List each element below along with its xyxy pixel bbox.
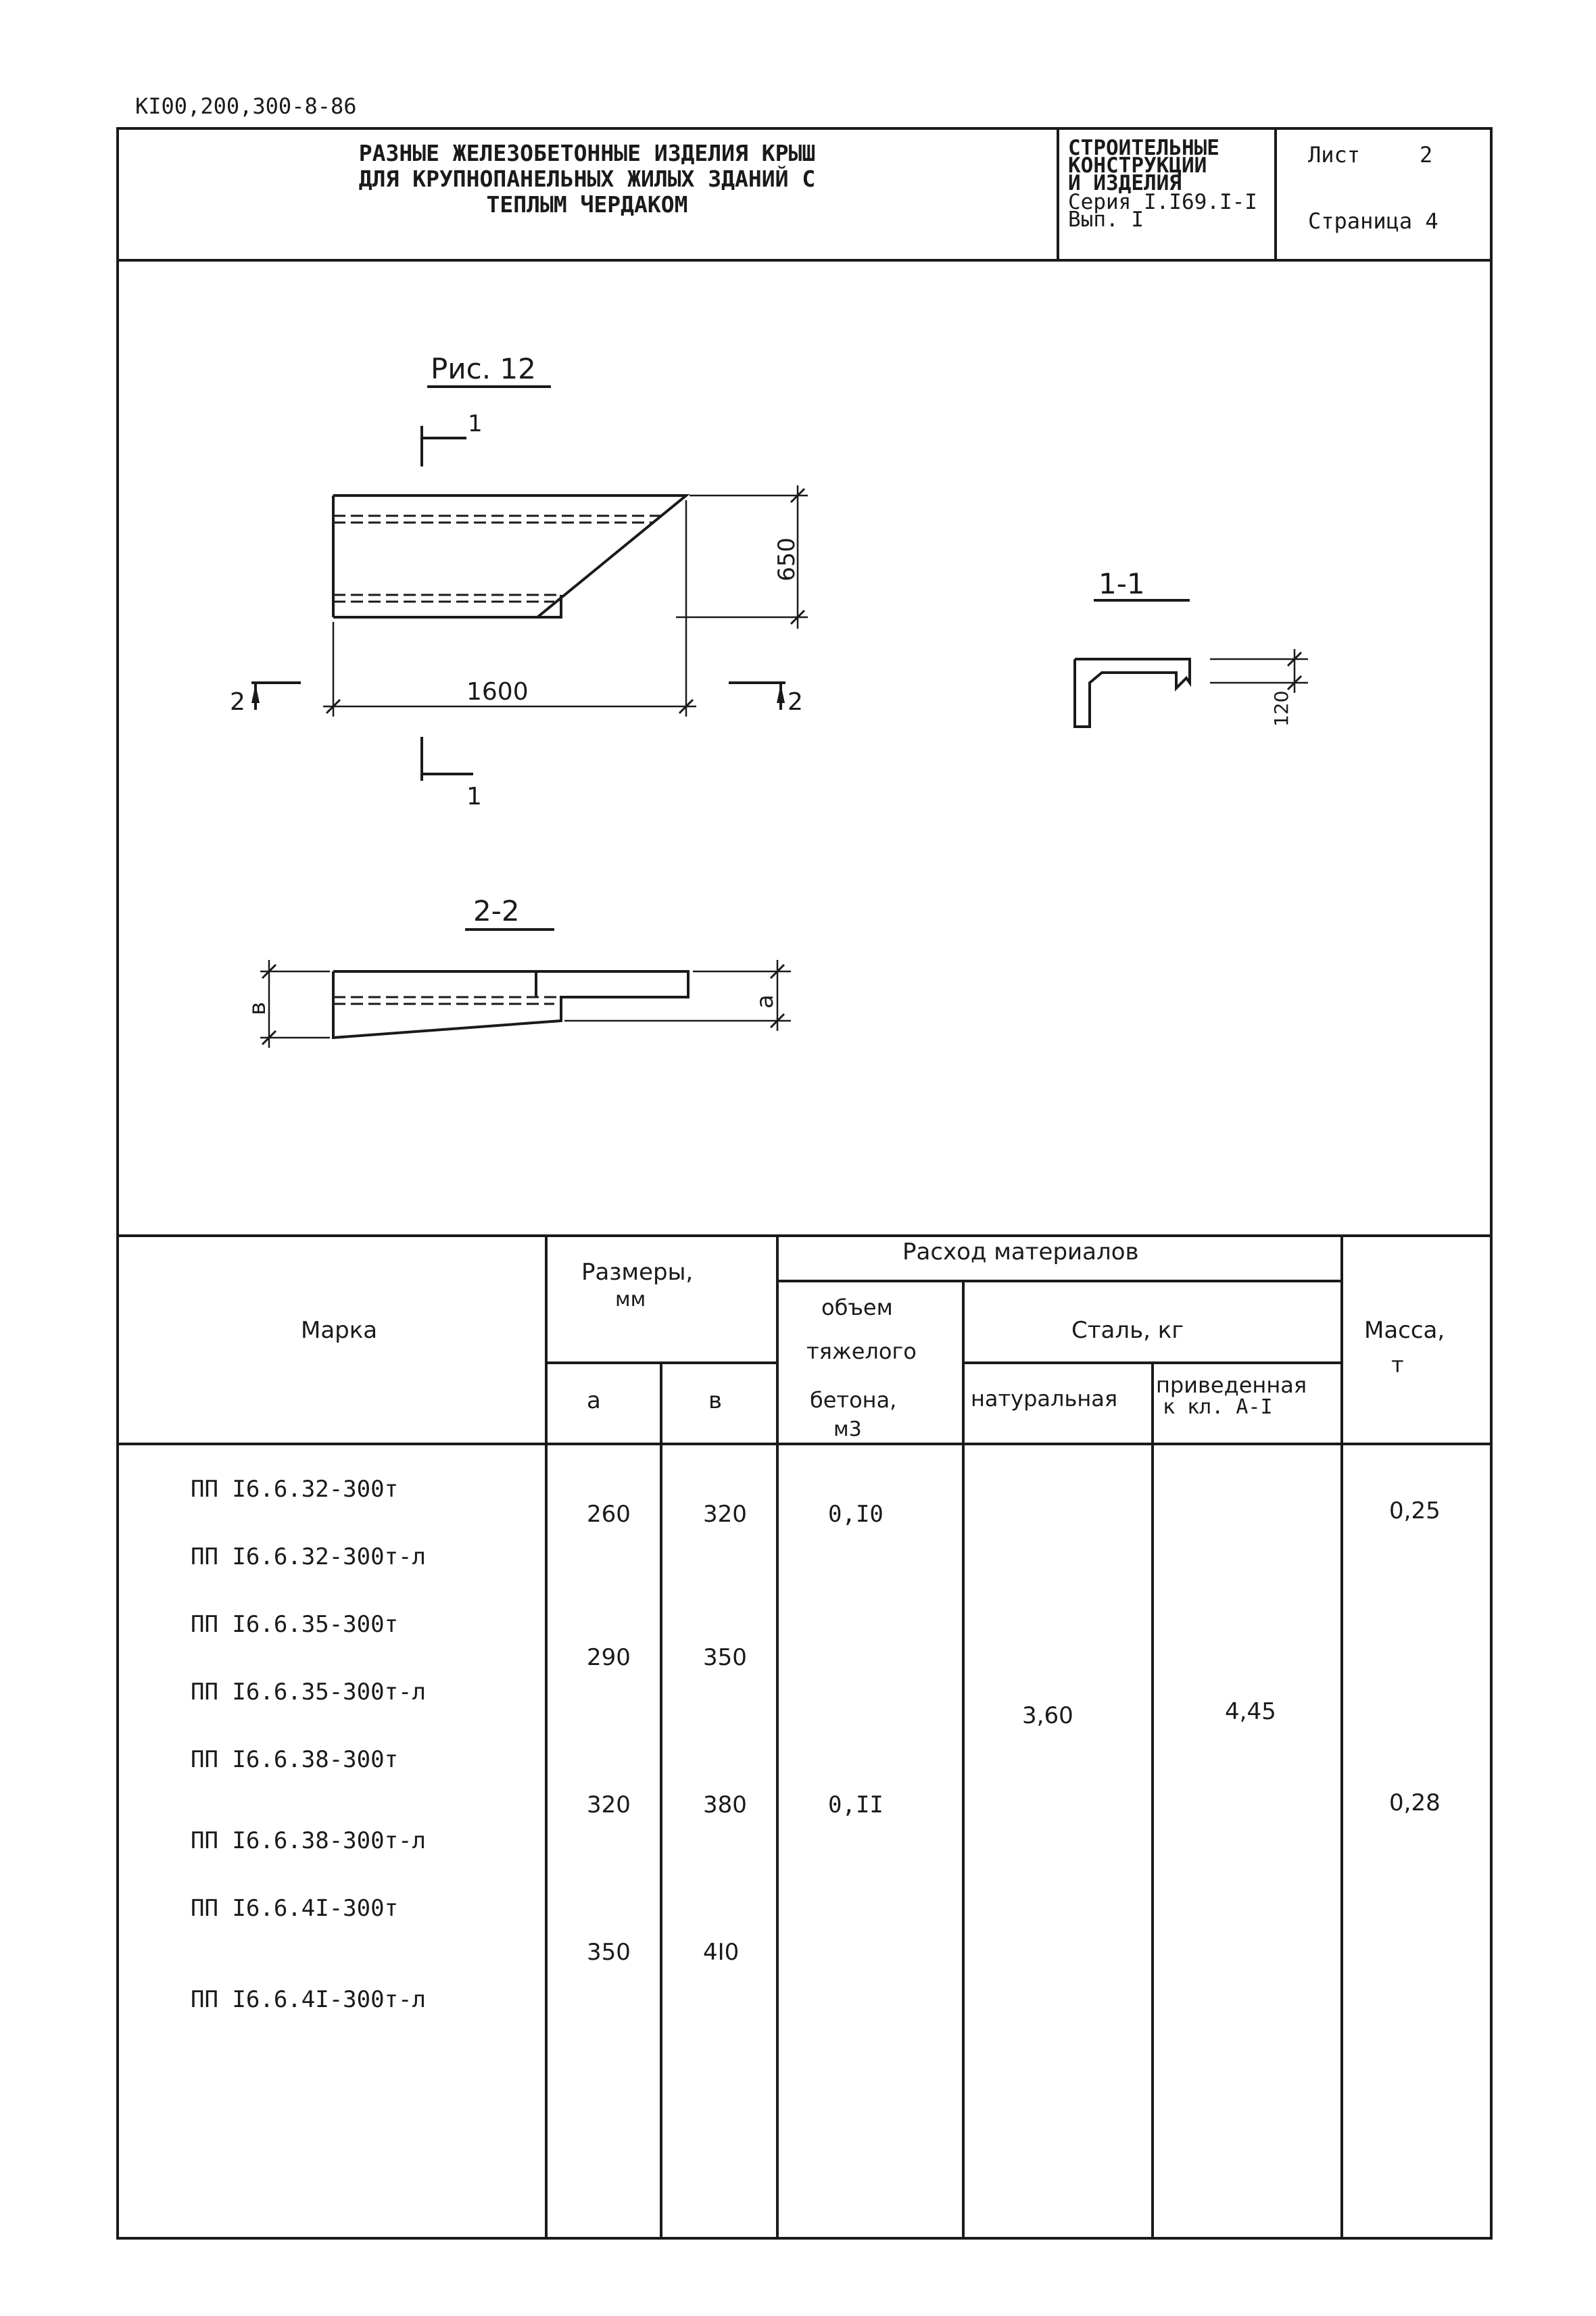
header-steel: Сталь, кг (1071, 1317, 1184, 1344)
volume-value-1: 0,I0 (828, 1501, 884, 1528)
col-line-a (660, 1363, 662, 2240)
header-marka: Марка (301, 1317, 378, 1344)
header-sizes-2: мм (615, 1288, 646, 1311)
header-volume-2: тяжелого (806, 1338, 917, 1364)
header-mass-1: Масса, (1364, 1317, 1445, 1344)
dim-b-label: в (244, 1001, 271, 1015)
table-row-mark-8: ПП I6.6.4I-300т-л (191, 1986, 426, 2013)
col-line-volume (962, 1281, 965, 2240)
b-value-3: 380 (703, 1791, 747, 1818)
section-line-1: СТРОИТЕЛЬНЫЕ (1068, 136, 1219, 160)
header-materials: Расход материалов (902, 1238, 1139, 1265)
a-value-2: 290 (587, 1644, 631, 1671)
section-1-dim-label: 120 (1270, 690, 1292, 727)
cut-1-bottom-label: 1 (466, 783, 482, 811)
series-label: Серия I.I69.I-I (1068, 190, 1257, 214)
document-code: КI00,200,300-8-86 (135, 93, 357, 119)
col-line-marka (545, 1234, 548, 2240)
mass-value-1: 0,25 (1389, 1497, 1441, 1524)
fig-title: Рис. 12 (431, 352, 536, 385)
section-line-3: И ИЗДЕЛИЯ (1068, 171, 1182, 195)
mass-value-2: 0,28 (1389, 1789, 1441, 1816)
sheet-label: Лист (1308, 142, 1361, 168)
b-value-1: 320 (703, 1501, 747, 1528)
volume-value-2: 0,II (828, 1791, 884, 1818)
page-label: Страница 4 (1308, 208, 1438, 234)
dim-a-label: а (752, 994, 779, 1009)
table-row-mark-2: ПП I6.6.32-300т-л (191, 1543, 426, 1570)
materials-sub-line (776, 1280, 1342, 1282)
steel-natural-value: 3,60 (1022, 1702, 1073, 1729)
a-value-4: 350 (587, 1939, 631, 1966)
section-2-title: 2-2 (473, 894, 520, 927)
title-line-2: ДЛЯ КРУПНОПАНЕЛЬНЫХ ЖИЛЫХ ЗДАНИЙ С (358, 166, 816, 192)
length-dim-label: 1600 (466, 678, 529, 706)
header-a: а (587, 1387, 601, 1414)
header-reduced-2: к кл. А-I (1163, 1395, 1273, 1419)
cut-2-left-label: 2 (230, 688, 245, 716)
table-row-mark-5: ПП I6.6.38-300т (191, 1746, 399, 1773)
section-1-profile (1075, 659, 1190, 727)
steel-reduced-value: 4,45 (1225, 1698, 1276, 1725)
issue-label: Вып. I (1068, 208, 1144, 232)
a-value-3: 320 (587, 1791, 631, 1818)
sheet-number: 2 (1420, 142, 1433, 168)
section-1-title: 1-1 (1098, 567, 1145, 600)
col-line-sizes (776, 1234, 779, 2240)
header-b: в (708, 1387, 723, 1414)
header-sizes-1: Размеры, (581, 1259, 694, 1286)
title-line-1: РАЗНЫЕ ЖЕЛЕЗОБЕТОННЫЕ ИЗДЕЛИЯ КРЫШ (358, 140, 816, 166)
header-volume-4: м3 (833, 1418, 862, 1441)
title-line-3: ТЕПЛЫМ ЧЕРДАКОМ (486, 191, 688, 218)
b-value-4: 4I0 (703, 1939, 740, 1966)
element-outline (333, 496, 686, 617)
a-value-1: 260 (587, 1501, 631, 1528)
table-row-mark-1: ПП I6.6.32-300т (191, 1476, 399, 1503)
col-line-materials (1340, 1234, 1343, 2240)
table-row-mark-3: ПП I6.6.35-300т (191, 1611, 399, 1638)
header-natural: натуральная (971, 1386, 1118, 1412)
table-row-mark-7: ПП I6.6.4I-300т (191, 1895, 399, 1922)
cut-2-left-arrowhead (251, 684, 260, 703)
header-reduced-1: приведенная (1156, 1372, 1307, 1398)
sizes-sub-line (545, 1361, 777, 1364)
section-line-2: КОНСТРУКЦИИ (1068, 153, 1207, 178)
b-value-2: 350 (703, 1644, 747, 1671)
header-mass-2: т (1391, 1352, 1404, 1378)
table-header-bottom-line (116, 1443, 1493, 1445)
header-volume-1: объем (821, 1295, 893, 1320)
header-volume-3: бетона, (810, 1387, 897, 1413)
table-top-line (116, 1234, 1493, 1237)
col-line-natural (1151, 1363, 1154, 2240)
cut-2-right-arrowhead (777, 684, 785, 703)
steel-sub-line (962, 1361, 1342, 1364)
cut-1-top-label: 1 (468, 410, 483, 437)
cut-2-right-label: 2 (788, 688, 803, 716)
table-row-mark-4: ПП I6.6.35-300т-л (191, 1679, 426, 1706)
height-dim-label: 650 (773, 537, 800, 581)
table-row-mark-6: ПП I6.6.38-300т-л (191, 1827, 426, 1854)
